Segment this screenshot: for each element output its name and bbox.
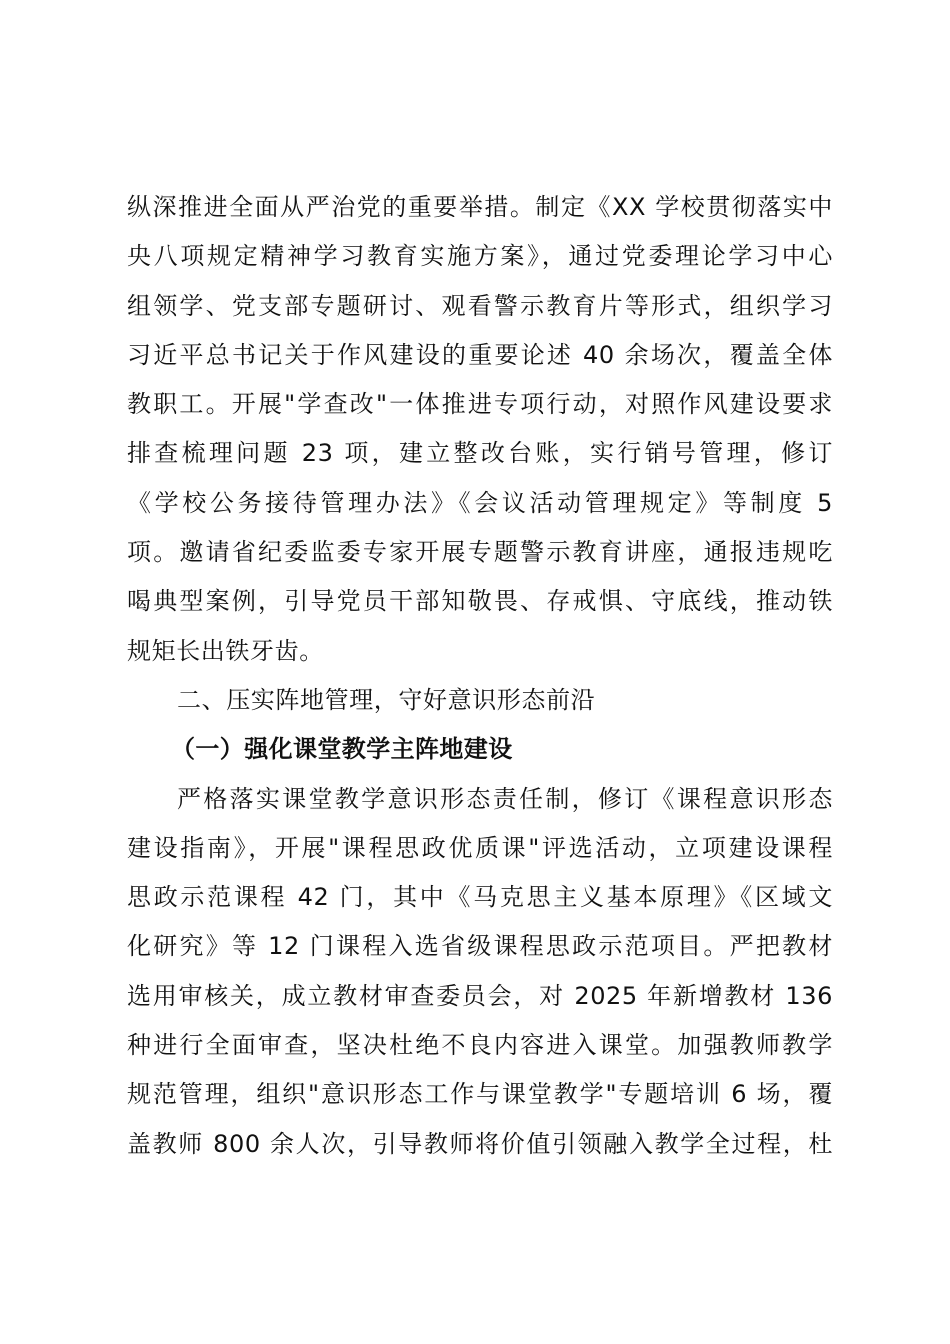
paragraph-line: 建设指南》，开展"课程思政优质课"评选活动，立项建设课程 (127, 833, 833, 862)
paragraph-1 (127, 183, 833, 676)
paragraph-line: 种进行全面审查，坚决杜绝不良内容进入课堂。加强教师教学 (127, 1031, 833, 1060)
paragraph-2 (127, 775, 833, 1169)
paragraph-line: 选用审核关，成立教材审查委员会，对 2025 年新增教材 136 (127, 981, 833, 1010)
paragraph-line: 组领学、党支部专题研讨、观看警示教育片等形式，组织学习 (127, 291, 833, 320)
paragraph-line: 央八项规定精神学习教育实施方案》，通过党委理论学习中心 (127, 242, 833, 271)
paragraph-line: 喝典型案例，引导党员干部知敬畏、存戒惧、守底线，推动铁 (127, 587, 833, 616)
paragraph-line: 化研究》等 12 门课程入选省级课程思政示范项目。严把教材 (127, 932, 833, 961)
paragraph-line: 教职工。开展"学查改"一体推进专项行动，对照作风建设要求 (127, 390, 833, 419)
paragraph-line: 习近平总书记关于作风建设的重要论述 40 余场次，覆盖全体 (127, 340, 833, 369)
document-page (127, 183, 833, 1169)
paragraph-line: 项。邀请省纪委监委专家开展专题警示教育讲座，通报违规吃 (127, 538, 833, 567)
paragraph-line: 思政示范课程 42 门，其中《马克思主义基本原理》《区域文 (127, 883, 833, 912)
paragraph-line: 严格落实课堂教学意识形态责任制，修订《课程意识形态 (177, 784, 833, 813)
paragraph-line: 《学校公务接待管理办法》《会议活动管理规定》等制度 5 (127, 488, 833, 517)
paragraph-line: 规矩长出铁牙齿。 (127, 636, 324, 665)
paragraph-line: 排查梳理问题 23 项，建立整改台账，实行销号管理，修订 (127, 439, 833, 468)
section-heading: 二、压实阵地管理，守好意识形态前沿 (177, 685, 596, 714)
paragraph-line: 盖教师 800 余人次，引导教师将价值引领融入教学全过程，杜 (127, 1129, 833, 1158)
paragraph-line: 纵深推进全面从严治党的重要举措。制定《XX 学校贯彻落实中 (127, 193, 833, 221)
subsection-heading: （一）强化课堂教学主阵地建设 (171, 735, 513, 764)
paragraph-line: 规范管理，组织"意识形态工作与课堂教学"专题培训 6 场，覆 (127, 1080, 833, 1109)
